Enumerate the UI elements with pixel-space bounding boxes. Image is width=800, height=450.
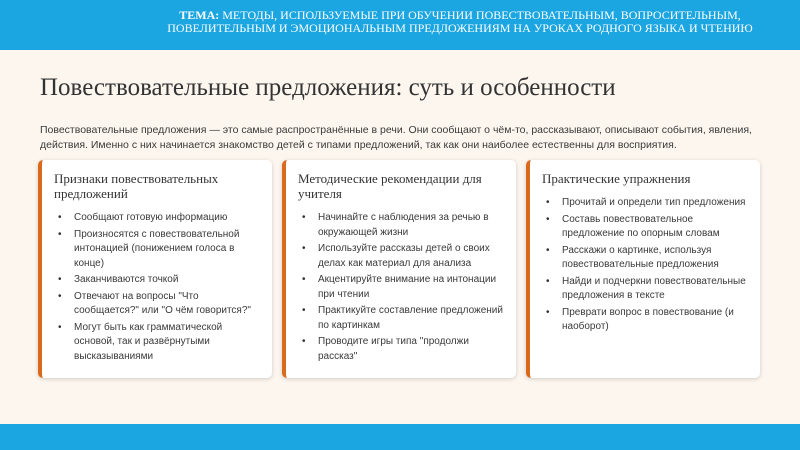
list-item	[54, 321, 260, 365]
bullet-icon: •	[58, 321, 62, 333]
list-item	[298, 304, 504, 333]
page-title: Повествовательные предложения: суть и особенности	[40, 74, 616, 101]
bullet-icon: •	[302, 243, 306, 254]
topic-banner	[0, 0, 800, 50]
topic-label: ТЕМА:	[179, 8, 220, 22]
bullet-icon: •	[302, 274, 306, 285]
list-item-text: Практикуйте составление предложений по картинкам	[318, 305, 503, 331]
list-item	[298, 242, 504, 271]
list-item	[54, 290, 260, 319]
list-item-text: Преврати вопрос в повествование (и наоборот)	[562, 306, 734, 332]
bullet-icon: •	[546, 306, 550, 318]
list-item-text: Проводите игры типа "продолжи рассказ"	[318, 336, 469, 362]
list-item-text: Начинайте с наблюдения за речью в окружающей жизни	[318, 212, 489, 238]
card-title: Методические рекомендации для учителя	[298, 171, 482, 201]
list-item	[542, 275, 748, 304]
bullet-icon: •	[58, 274, 62, 285]
list-item	[54, 211, 260, 226]
list-item-text: Произносятся с повествовательной интонацией (понижением голоса в конце)	[74, 228, 240, 269]
card-list	[54, 211, 260, 364]
list-item-text: Могут быть как грамматической основой, так и развёрнутыми высказываниями	[74, 321, 223, 362]
topic-text: МЕТОДЫ, ИСПОЛЬЗУЕМЫЕ ПРИ ОБУЧЕНИИ ПОВЕСТВОВАТЕЛЬНЫМ, ВОПРОСИТЕЛЬНЫМ, ПОВЕЛИТЕЛЬНЫМ И ЭМОЦИОНАЛЬНЫМ ПРЕДЛОЖЕНИЯМ НА УРОКАХ РОДНОГО ЯЗЫКА И ЧТЕНИЮ	[167, 8, 753, 35]
bullet-icon: •	[58, 212, 62, 223]
list-item-text: Составь повествовательное предложение по опорным словам	[562, 213, 720, 239]
list-item-text: Отвечают на вопросы "Что сообщается?" или "О чём говорится?"	[74, 290, 251, 316]
card-title: Практические упражнения	[542, 171, 691, 186]
list-item-text: Найди и подчеркни повествовательные предложения в тексте	[562, 275, 746, 301]
bullet-icon: •	[546, 275, 550, 287]
list-item	[54, 228, 260, 272]
list-item-text: Заканчиваются точкой	[74, 274, 179, 285]
bullet-icon: •	[546, 213, 550, 225]
list-item	[54, 273, 260, 288]
list-item	[298, 273, 504, 302]
footer-bar	[0, 424, 800, 450]
intro-paragraph: Повествовательные предложения — это самые распространённые в речи. Они сообщают о чём-то, рассказывают, описывают события, явления, действия. Именно с них начинается знакомство детей с типами предложений, так как они наиболее естественны для восприятия.	[40, 124, 752, 151]
list-item-text: Акцентируйте внимание на интонации при чтении	[318, 274, 497, 300]
bullet-icon: •	[302, 336, 306, 347]
list-item-text: Расскажи о картинке, используя повествовательные предложения	[562, 244, 719, 270]
bullet-icon: •	[302, 212, 306, 223]
card-title: Признаки повествовательных предложений	[54, 171, 219, 201]
bullet-icon: •	[546, 197, 550, 208]
bullet-icon: •	[546, 244, 550, 256]
bullet-icon: •	[58, 290, 62, 302]
bullet-icon: •	[302, 305, 306, 316]
card-list	[298, 211, 504, 364]
bullet-icon: •	[58, 228, 62, 240]
list-item-text: Прочитай и определи тип предложения	[562, 197, 746, 208]
list-item	[542, 306, 748, 335]
list-item	[542, 244, 748, 273]
card-practical-exercises	[526, 160, 760, 378]
card-features	[38, 160, 272, 378]
card-teacher-recommendations	[282, 160, 516, 378]
list-item	[298, 335, 504, 364]
list-item	[298, 211, 504, 240]
list-item-text: Используйте рассказы детей о своих делах как материал для анализа	[318, 243, 490, 269]
card-list	[542, 196, 748, 335]
list-item	[542, 213, 748, 242]
list-item-text: Сообщают готовую информацию	[74, 212, 228, 223]
list-item	[542, 196, 748, 211]
